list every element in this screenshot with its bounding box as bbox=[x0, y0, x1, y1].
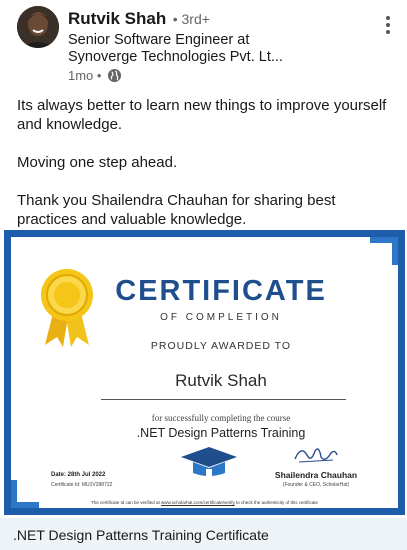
post-paragraph: Thank you Shailendra Chauhan for sharing best practices and valuable knowledge. bbox=[17, 192, 336, 228]
course-name: .NET Design Patterns Training bbox=[136, 426, 306, 440]
recipient-name: Rutvik Shah bbox=[175, 371, 267, 390]
post-meta bbox=[68, 68, 122, 83]
post-paragraph: Moving one step ahead. bbox=[17, 154, 178, 171]
post-body bbox=[17, 96, 397, 248]
author-headline bbox=[68, 32, 368, 66]
awarded-label: PROUDLY AWARDED TO bbox=[150, 340, 292, 352]
graduation-cap-icon bbox=[179, 445, 239, 477]
post-header bbox=[0, 0, 407, 90]
post-paragraph: Its always better to learn new things to improve yourself and knowledge. bbox=[17, 97, 387, 133]
completion-text: for successfully completing the course bbox=[151, 413, 291, 423]
signature-image bbox=[291, 443, 339, 467]
globe-icon bbox=[107, 68, 122, 83]
headline-line: Senior Software Engineer at bbox=[68, 32, 250, 48]
signer-role: (Founder & CEO, ScholarHat) bbox=[282, 482, 350, 488]
certificate-title: CERTIFICATE bbox=[115, 275, 327, 307]
image-caption-bar[interactable] bbox=[0, 518, 407, 550]
author-line bbox=[68, 9, 210, 29]
author-name[interactable]: Rutvik Shah bbox=[68, 9, 167, 28]
post-time: 1mo • bbox=[68, 68, 102, 83]
certificate-subtitle: OF COMPLETION bbox=[160, 312, 282, 323]
footer-text: The certificate Id can be verified at bbox=[90, 500, 161, 505]
headline-line: Synoverge Technologies Pvt. Lt... bbox=[68, 49, 283, 65]
award-ribbon-icon bbox=[39, 267, 95, 349]
avatar[interactable] bbox=[17, 6, 59, 48]
signer-name: Shailendra Chauhan bbox=[274, 470, 358, 480]
more-vertical-icon[interactable] bbox=[382, 14, 394, 36]
verify-link: www.scholarhat.com/certificate/verify bbox=[160, 500, 235, 505]
verification-note bbox=[16, 500, 393, 505]
certificate-card bbox=[11, 237, 398, 508]
certificate-id: Certificate Id: MU1V288722 bbox=[51, 482, 113, 488]
certificate-image[interactable] bbox=[4, 230, 405, 515]
connection-degree: • 3rd+ bbox=[172, 11, 210, 27]
divider bbox=[101, 399, 346, 400]
certificate-date: Date: 28th Jul 2022 bbox=[51, 472, 106, 478]
footer-text: to check the authenticity of this certificate bbox=[234, 500, 319, 505]
image-caption: .NET Design Patterns Training Certificate bbox=[13, 527, 269, 543]
corner-decoration bbox=[370, 237, 398, 265]
